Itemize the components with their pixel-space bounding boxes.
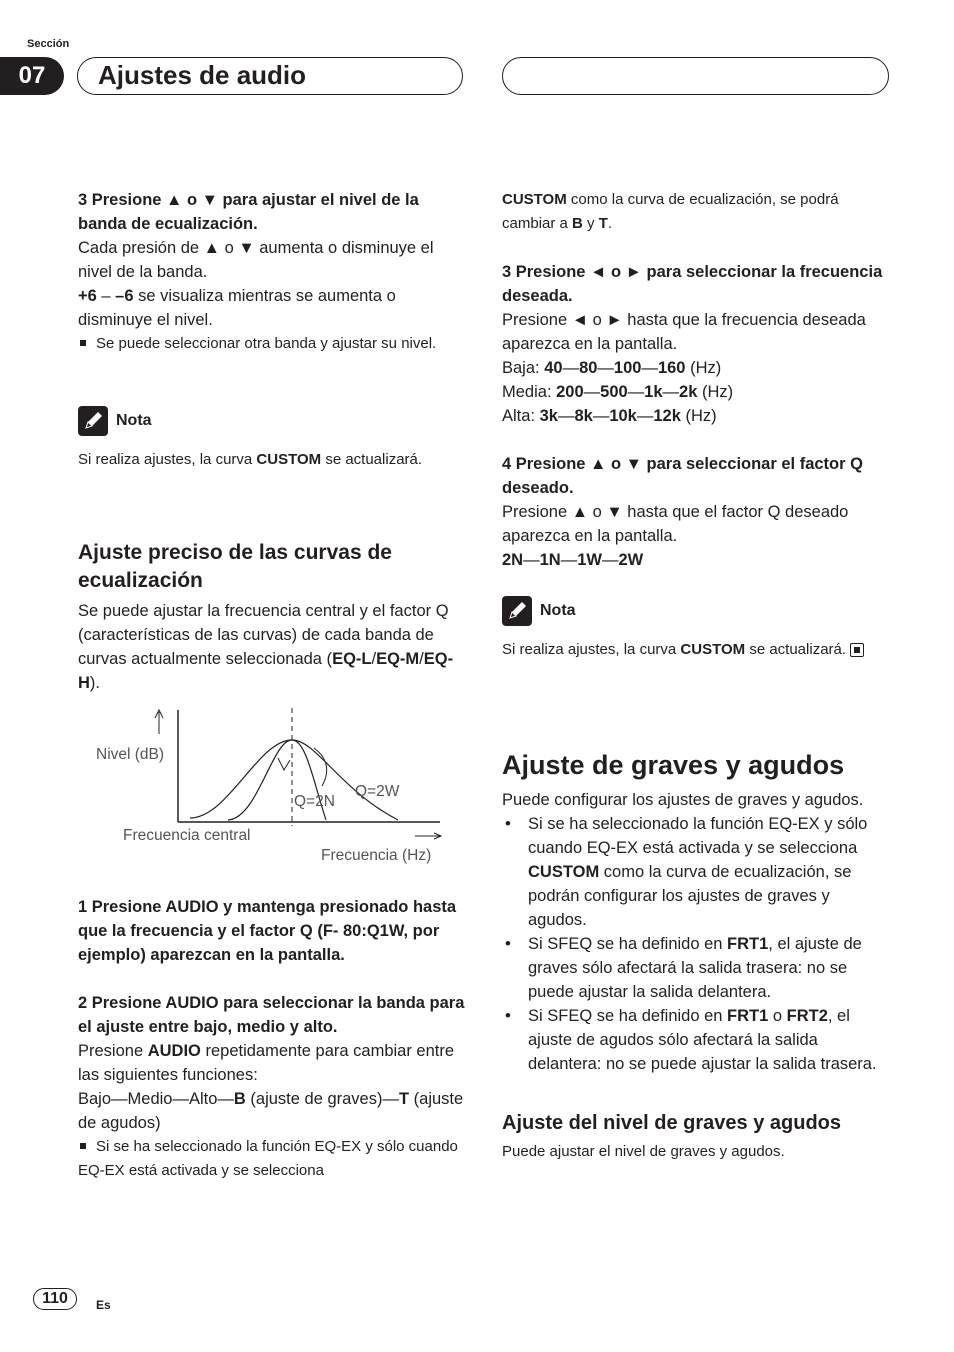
freq-alta: Alta: 3k—8k—10k—12k (Hz)	[502, 407, 717, 425]
end-mark-icon	[850, 643, 864, 657]
bullet-item: • Si SFEQ se ha definido en FRT1, el ajuste de graves sólo afectará la salida trasera: no se puede ajustar la salida delantera.	[502, 932, 890, 1004]
step4-text: Presione ▲ o ▼ hasta que el factor Q deseado aparezca en la pantalla.	[502, 503, 849, 545]
label-q2w: Q=2W	[355, 783, 400, 800]
nota-label: Nota	[116, 412, 152, 429]
pencil-icon	[78, 406, 108, 436]
bullet-item: • Si se ha seleccionado la función EQ-EX y sólo cuando EQ-EX está activada y se selecciona CUSTOM como la curva de ecualización, se podrán configurar los ajustes de graves y agudos.	[502, 812, 890, 932]
step4-title: 4 Presione ▲ o ▼ para seleccionar el factor Q deseado.	[502, 455, 863, 497]
nota-text: Si realiza ajustes, la curva CUSTOM se actualizará.	[502, 638, 890, 662]
step2-note: Si se ha seleccionado la función EQ-EX y sólo cuando EQ-EX está activada y se selecciona	[78, 1138, 458, 1179]
step3-text: Cada presión de ▲ o ▼ aumenta o disminuye el nivel de la banda.	[78, 239, 434, 281]
right-section	[502, 748, 890, 1164]
page-title: Ajustes de audio	[98, 60, 307, 90]
section-label: Sección	[27, 38, 70, 50]
step1-title: 1 Presione AUDIO y mantenga presionado hasta que la frecuencia y el factor Q (F- 80:Q1W, por ejemplo) aparezcan en la pantalla.	[78, 898, 457, 964]
step3-text-2: +6 – –6 se visualiza mientras se aumenta o disminuye el nivel.	[78, 287, 396, 329]
step2-text: Presione AUDIO repetidamente para cambiar entre las siguientes funciones:	[78, 1042, 455, 1084]
freq-baja: Baja: 40—80—100—160 (Hz)	[502, 359, 722, 377]
section-intro: Se puede ajustar la frecuencia central y el factor Q (características de las curvas) de cada banda de curvas actualmente seleccionada (EQ-L/EQ-M/EQ-H).	[78, 602, 454, 692]
left-section	[78, 539, 466, 695]
left-column	[78, 188, 466, 356]
freq-media: Media: 200—500—1k—2k (Hz)	[502, 383, 734, 401]
section-heading-graves: Ajuste de graves y agudos	[502, 750, 845, 780]
axis-label-frecuencia: Frecuencia (Hz)	[321, 847, 432, 864]
step3-note: Se puede seleccionar otra banda y ajustar su nivel.	[78, 332, 466, 356]
eq-curve-diagram	[78, 700, 458, 872]
section-heading: Ajuste preciso de las curvas de ecualización	[78, 541, 392, 592]
square-bullet-icon	[80, 340, 86, 346]
nota-text: Si realiza ajustes, la curva CUSTOM se actualizará.	[78, 451, 423, 468]
continuation-text: CUSTOM como la curva de ecualización, se podrá cambiar a B y T.	[502, 191, 839, 232]
section-intro-graves: Puede configurar los ajustes de graves y agudos.	[502, 791, 864, 809]
subheading-text: Puede ajustar el nivel de graves y agudos.	[502, 1143, 785, 1160]
step3-frequency-text: Presione ◄ o ► hasta que la frecuencia deseada aparezca en la pantalla.	[502, 311, 866, 353]
left-nota	[78, 406, 466, 472]
right-column	[502, 188, 890, 572]
pencil-icon	[502, 596, 532, 626]
section-number: 07	[0, 57, 64, 95]
step3-title: 3 Presione ▲ o ▼ para ajustar el nivel de la banda de ecualización.	[78, 191, 419, 233]
nota-label: Nota	[540, 602, 576, 619]
step3-frequency-title: 3 Presione ◄ o ► para seleccionar la frecuencia deseada.	[502, 263, 883, 305]
right-nota	[502, 596, 890, 662]
language-code: Es	[96, 1298, 111, 1312]
axis-label-nivel: Nivel (dB)	[96, 746, 165, 763]
label-q2n: Q=2N	[294, 793, 335, 810]
empty-header-box	[502, 57, 889, 95]
left-steps	[78, 895, 466, 1183]
bullet-item: • Si SFEQ se ha definido en FRT1 o FRT2, el ajuste de agudos sólo afectará la salida delantera: no se puede ajustar la salida trasera.	[502, 1004, 890, 1076]
square-bullet-icon	[80, 1143, 86, 1149]
label-frecuencia-central: Frecuencia central	[123, 827, 251, 844]
q-values: 2N—1N—1W—2W	[502, 551, 644, 569]
step2-title: 2 Presione AUDIO para seleccionar la banda para el ajuste entre bajo, medio y alto.	[78, 994, 465, 1036]
subheading: Ajuste del nivel de graves y agudos	[502, 1112, 842, 1134]
step2-sequence: Bajo—Medio—Alto—B (ajuste de graves)—T (ajuste de agudos)	[78, 1090, 464, 1132]
page-number: 110	[33, 1288, 77, 1310]
